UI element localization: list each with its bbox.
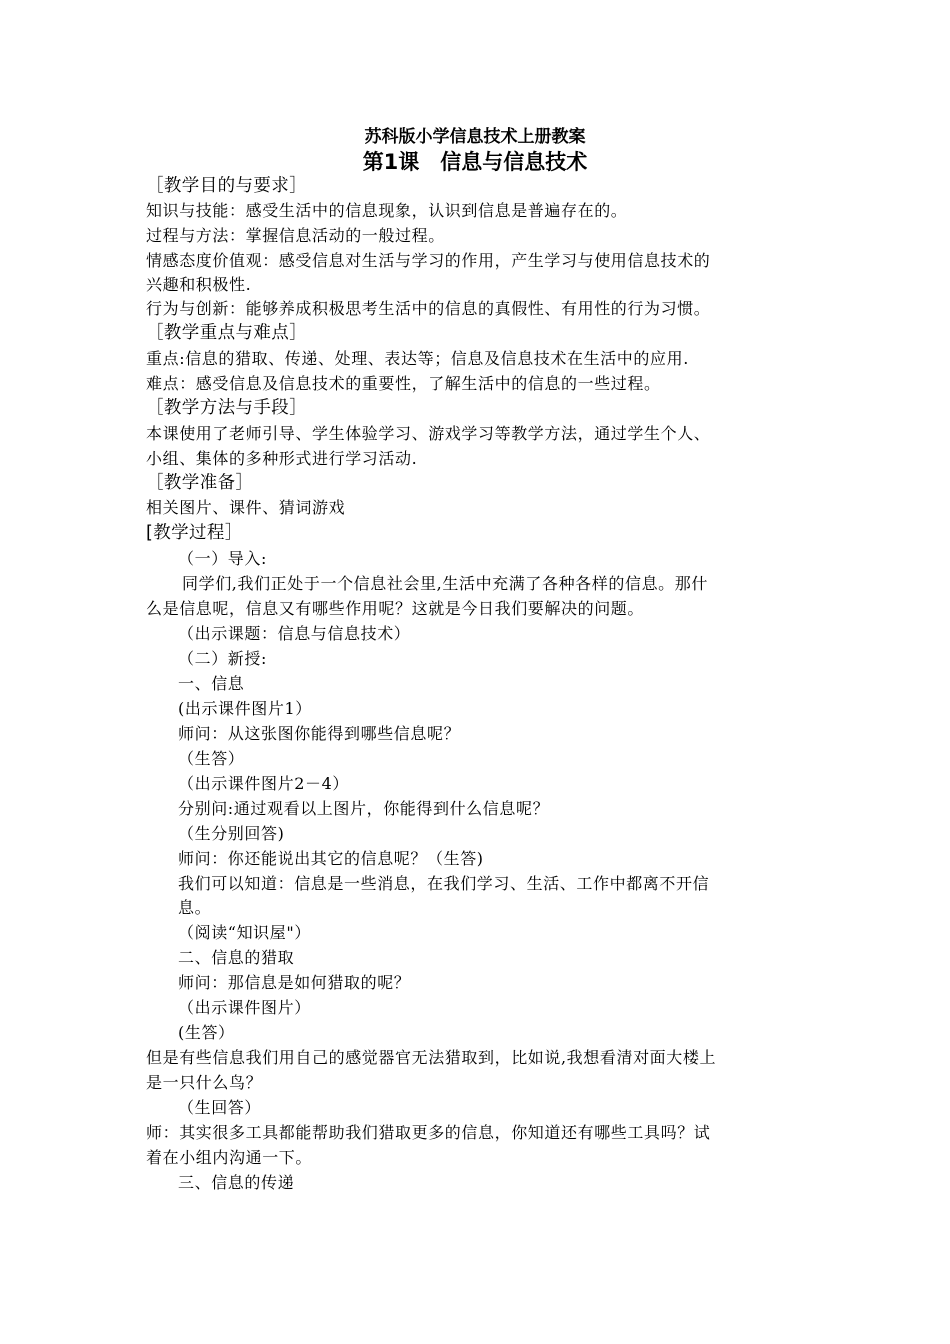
text-line: 师：其实很多工具都能帮助我们猎取更多的信息，你知道还有哪些工具吗？试	[146, 1123, 711, 1142]
text-line: （一）导入:	[178, 549, 267, 568]
text-line: 师问：从这张图你能得到哪些信息呢？	[178, 724, 461, 743]
text-line: 兴趣和积极性.	[146, 275, 252, 294]
text-line: （出示课件图片2－4）	[178, 774, 349, 793]
text-line: （阅读“知识屋"）	[178, 923, 311, 942]
text-line: 师问：那信息是如何猎取的呢？	[178, 973, 411, 992]
text-line: 同学们,我们正处于一个信息社会里,生活中充满了各种各样的信息。那什	[182, 574, 708, 593]
text-line: （生分别回答)	[178, 824, 285, 843]
text-line: （二）新授:	[178, 649, 267, 668]
text-line: 师问：你还能说出其它的信息呢？（生答)	[178, 849, 484, 868]
text-line: 息。	[178, 898, 212, 917]
document-title: 苏科版小学信息技术上册教案	[364, 127, 586, 147]
section-heading-key-points: ［教学重点与难点］	[146, 323, 308, 343]
text-line: 行为与创新：能够养成积极思考生活中的信息的真假性、有用性的行为习惯。	[146, 299, 711, 318]
text-line: 本课使用了老师引导、学生体验学习、游戏学习等教学方法，通过学生个人、	[146, 424, 711, 443]
text-line: 重点:信息的猎取、传递、处理、表达等；信息及信息技术在生活中的应用.	[146, 349, 689, 368]
section-heading-methods: ［教学方法与手段］	[146, 398, 308, 418]
text-line: 着在小组内沟通一下。	[146, 1148, 313, 1167]
text-line: 知识与技能：感受生活中的信息现象，认识到信息是普遍存在的。	[146, 201, 628, 220]
text-line: 二、信息的猎取	[178, 948, 295, 967]
section-heading-objectives: ［教学目的与要求］	[146, 176, 308, 196]
text-line: （生答）	[178, 749, 245, 768]
text-line: （出示课题：信息与信息技术）	[178, 624, 411, 643]
text-line: 小组、集体的多种形式进行学习活动.	[146, 449, 418, 468]
text-line: (出示课件图片1）	[178, 699, 312, 718]
text-line: 但是有些信息我们用自己的感觉器官无法猎取到，比如说,我想看清对面大楼上	[146, 1048, 717, 1067]
text-line: 三、信息的传递	[178, 1173, 295, 1192]
text-line: 相关图片、课件、猜词游戏	[146, 498, 346, 517]
text-line: （出示课件图片）	[178, 998, 311, 1017]
section-heading-preparation: ［教学准备］	[146, 473, 254, 493]
text-line: (生答）	[178, 1023, 235, 1042]
text-line: 么是信息呢，信息又有哪些作用呢？这就是今日我们要解决的问题。	[146, 599, 645, 618]
text-line: 分别问:通过观看以上图片，你能得到什么信息呢？	[178, 799, 550, 818]
text-line: （生回答）	[178, 1098, 262, 1117]
text-line: 一、信息	[178, 674, 245, 693]
text-line: 过程与方法：掌握信息活动的一般过程。	[146, 226, 445, 245]
text-line: 我们可以知道：信息是一些消息，在我们学习、生活、工作中都离不开信	[178, 874, 710, 893]
text-line: 情感态度价值观：感受信息对生活与学习的作用，产生学习与使用信息技术的	[146, 251, 711, 270]
section-heading-process: [教学过程］	[146, 523, 243, 543]
text-line: 难点：感受信息及信息技术的重要性，了解生活中的信息的一些过程。	[146, 374, 661, 393]
lesson-title: 第1课 信息与信息技术	[362, 150, 588, 174]
text-line: 是一只什么鸟？	[146, 1073, 263, 1092]
